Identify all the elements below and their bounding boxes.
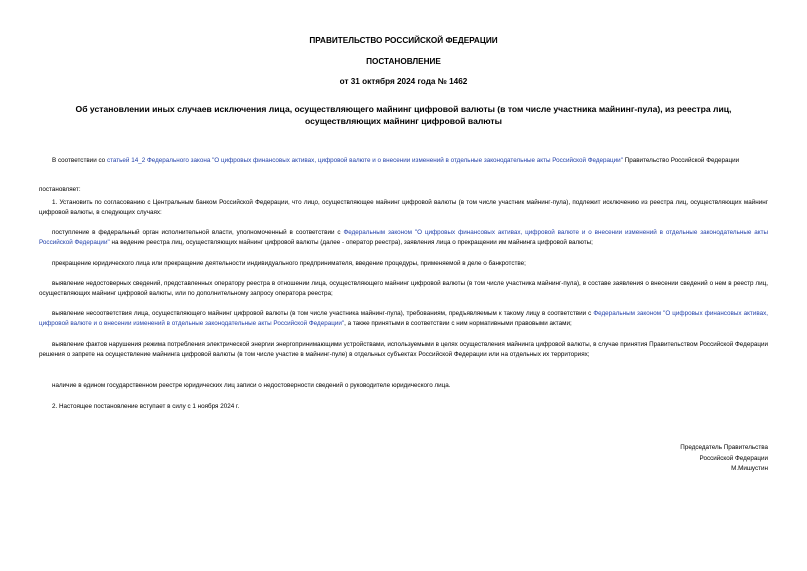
- case-false-information: выявление недостоверных сведений, представленных оператору реестра в отношении лица, осуществляющего майнинг цифровой валюты (в том числе участника майнинг-пула), в составе заявления о внесении сведений о нем в реестр лиц, осуществляющих майнинг цифровой валюты, или по дополнительному запросу оператора реестра;: [39, 280, 768, 297]
- document-title: Об установлении иных случаев исключения лица, осуществляющего майнинг цифровой валюты (в том числе участника майнинг-пула), из реестра лиц, осуществляющих майнинг цифровой валюты: [75, 104, 732, 126]
- case-application-text-before: поступление в федеральный орган исполнительной власти, уполномоченный в соответствии с: [52, 229, 344, 236]
- case-unreliable-records: наличие в едином государственном реестре юридических лиц записи о недостоверности сведений о руководителе юридического лица.: [52, 382, 451, 389]
- signature-name: М.Мишустин: [731, 465, 768, 472]
- item-2: 2. Настоящее постановление вступает в силу с 1 ноября 2024 г.: [52, 403, 240, 410]
- item-1: 1. Установить по согласованию с Центральным банком Российской Федерации, что лицо, осуществляющее майнинг цифровой валюты (в том числе участник майнинг-пула), подлежит исключению из реестра лиц, осуществляющих майнинг цифровой валюты, в следующих случаях:: [39, 199, 768, 216]
- case-application-text-after: на ведение реестра лиц, осуществляющих майнинг цифровой валюты (далее - оператор реестра), заявления лица о прекращении им майнинга цифровой валюты;: [109, 238, 593, 246]
- preamble-text-after: Правительство Российской Федерации: [622, 157, 740, 164]
- preamble: [39, 156, 768, 166]
- signature-country: Российской Федерации: [699, 454, 768, 462]
- case-noncompliance-law-link[interactable]: Федеральным законом "О цифровых финансовых активах, цифровой валюте и о внесении изменений в отдельные законодательные акты Российской Федерации": [39, 310, 768, 327]
- preamble-law-link[interactable]: статьей 14_2 Федерального закона "О цифровых финансовых активах, цифровой валюте и о внесении изменений в отдельные законодательные акты Российской Федерации": [106, 157, 623, 164]
- signature-block: [568, 443, 768, 475]
- case-application: [39, 228, 768, 247]
- case-application-law-link[interactable]: Федеральным законом "О цифровых финансовых активах, цифровой валюте и о внесении изменений в отдельные законодательные акты Российской Федерации": [39, 229, 769, 246]
- case-termination: прекращение юридического лица или прекращение деятельности индивидуального предпринимателя, введение процедуры, применяемой в деле о банкротстве;: [52, 260, 526, 267]
- document-type: ПОСТАНОВЛЕНИЕ: [366, 57, 441, 66]
- case-noncompliance-text-before: выявление несоответствия лица, осуществляющего майнинг цифровой валюты (в том числе участника майнинг-пула), требованиям, предъявляемым к такому лицу в соответствии с: [52, 310, 594, 317]
- case-noncompliance: [39, 309, 768, 328]
- resolves-line: постановляет:: [39, 186, 81, 193]
- date-and-number: от 31 октября 2024 года № 1462: [339, 77, 468, 86]
- case-noncompliance-text-after: , а также принятыми в соответствии с ним нормативными правовыми актами;: [344, 319, 572, 327]
- signature-position: Председатель Правительства: [680, 444, 768, 451]
- preamble-text-before: В соответствии со: [52, 157, 107, 164]
- case-electricity-violation: выявление фактов нарушения режима потребления электрической энергии энергопринимающими устройствами, используемыми в целях осуществления майнинга цифровой валюты, в случае принятия Правительством Российской Федерации решения о запрете на осуществление майнинга цифровой валюты (в том числе участие в майнинг-пуле) в отдельных субъектах Российской Федерации или на отдельных их территориях;: [39, 341, 768, 358]
- government-heading: ПРАВИТЕЛЬСТВО РОССИЙСКОЙ ФЕДЕРАЦИИ: [309, 36, 498, 45]
